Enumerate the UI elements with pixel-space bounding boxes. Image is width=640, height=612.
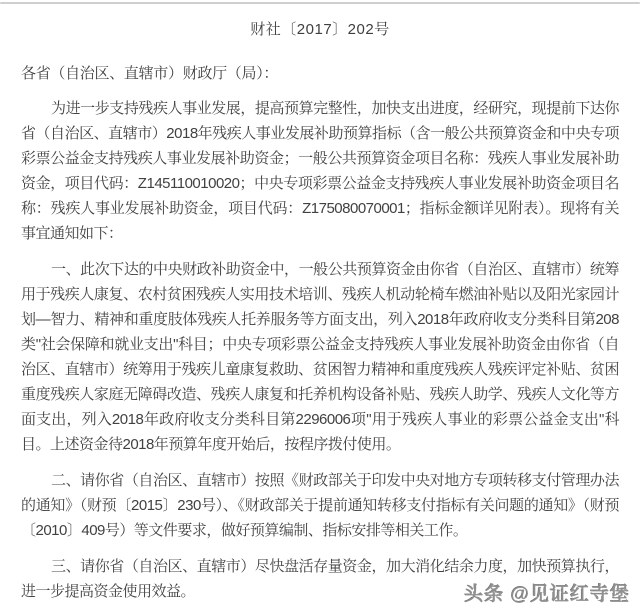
paragraph-item-1: 一、此次下达的中央财政补助资金中，一般公共预算资金由你省（自治区、直辖市）统筹用于残疾人康复、农村贫困残疾人实用技术培训、残疾人机动轮椅车燃油补贴以及阳光家园计划—智力、精神和重度肢体残疾人托养服务等方面支出，列入2018年政府收支分类科目第208类"社会保障和就业支出"科目；中央专项彩票公益金支持残疾人事业发展补助资金由你省（自治区、直辖市）统筹用于残疾儿童康复救助、贫困智力精神和重度残疾人残疾评定补贴、贫困重度残疾人家庭无障碍改造、残疾人康复和托养机构设备补贴、残疾人助学、残疾人文化等方面支出，列入2018年政府收支分类科目第2296006项"用于残疾人事业的彩票公益金支出"科目。上述资金待2018年预算年度开始后，按程序拨付使用。 [21, 261, 619, 453]
salutation-line: 各省（自治区、直辖市）财政厅（局）： [21, 65, 279, 82]
toutiao-watermark: 头条 @见证红寺堡 [464, 584, 630, 605]
paragraph-item-3: 三、请你省（自治区、直辖市）尽快盘活存量资金，加大消化结余力度，加快预算执行，进一步提高资金使用效益。 [21, 558, 619, 600]
paragraph-item-2: 二、请你省（自治区、直辖市）按照《财政部关于印发中央对地方专项转移支付管理办法的通知》（财预〔2015〕230号）、《财政部关于提前通知转移支付指标有关问题的通知》（财预〔2010〕409号）等文件要求，做好预算编制、指标安排等相关工作。 [21, 472, 619, 539]
top-divider [0, 2, 640, 4]
doc-number: 财社〔2017〕202号 [250, 21, 390, 38]
paragraph-intro: 为进一步支持残疾人事业发展，提高预算完整性，加快支出进度，经研究，现提前下达你省（自治区、直辖市）2018年残疾人事业发展补助预算指标（含一般公共预算资金和中央专项彩票公益金支持残疾人事业发展补助资金；一般公共预算资金项目名称：残疾人事业发展补助资金，项目代码：Z145110010020；中央专项彩票公益金支持残疾人事业发展补助资金项目名称：残疾人事业发展补助资金，项目代码：Z175080070001；指标金额详见附表）。现将有关事宜通知如下： [21, 100, 619, 242]
